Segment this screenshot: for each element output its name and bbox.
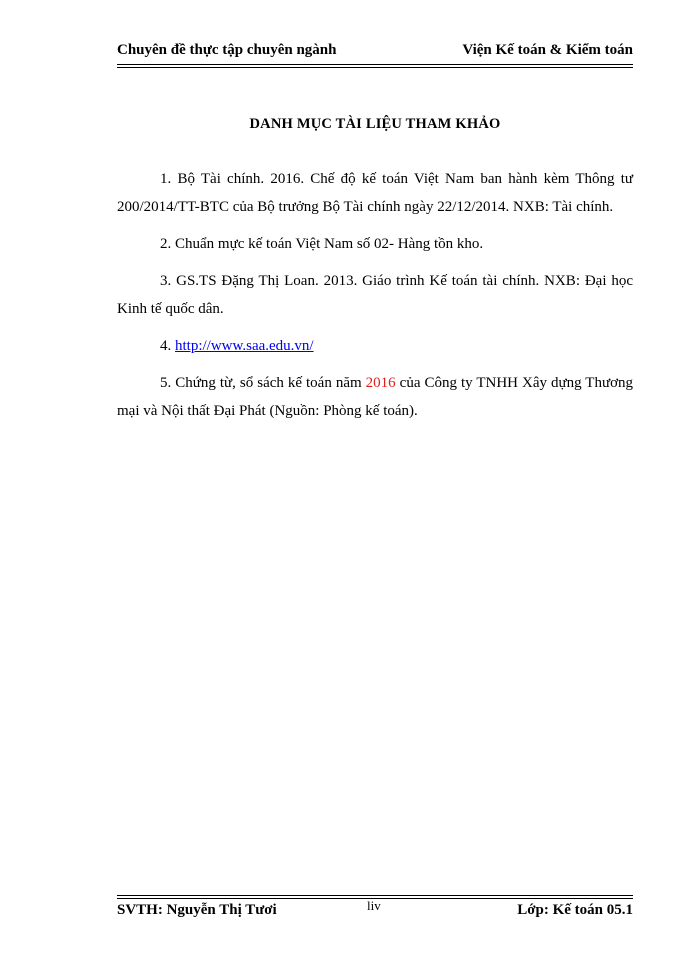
- header-rule-top: [117, 64, 633, 65]
- reference-link[interactable]: http://www.saa.edu.vn/: [175, 338, 314, 354]
- page-footer: [117, 900, 633, 922]
- reference-text: Chứng từ, sổ sách kế toán năm: [175, 375, 362, 391]
- reference-year-highlight: 2016: [365, 375, 396, 391]
- reference-text: Bộ Tài chính. 2016. Chế độ kế toán Việt Nam ban hành kèm Thông tư 200/2014/TT-BTC của Bộ trưởng Bộ Tài chính ngày 22/12/2014. NXB: Tài chính.: [117, 171, 633, 215]
- header-right: Viện Kế toán & Kiểm toán: [462, 42, 633, 58]
- reference-item-1: [117, 165, 633, 221]
- reference-item-4: [117, 332, 633, 360]
- footer-student: SVTH: Nguyễn Thị Tươi: [117, 902, 277, 918]
- reference-number: 5.: [160, 375, 172, 391]
- reference-number: 1.: [160, 171, 172, 187]
- header-rule-bottom: [117, 67, 633, 68]
- page-header: [117, 40, 633, 64]
- reference-text: GS.TS Đặng Thị Loan. 2013. Giáo trình Kế toán tài chính. NXB: Đại học Kinh tế quốc dân.: [117, 273, 634, 317]
- reference-text: của Công ty TNHH Xây dựng Thương mại và Nội thất Đại Phát (Nguồn: Phòng kế toán).: [117, 375, 634, 419]
- header-left: Chuyên đề thực tập chuyên ngành: [117, 42, 337, 58]
- page-title: DANH MỤC TÀI LIỆU THAM KHẢO: [249, 116, 501, 132]
- reference-number: 4.: [160, 338, 172, 354]
- reference-item-3: [117, 267, 633, 323]
- page-number: liv: [367, 898, 381, 913]
- reference-item-5: [117, 369, 633, 425]
- reference-list: [117, 165, 633, 434]
- reference-item-2: [117, 230, 633, 258]
- footer-class: Lớp: Kế toán 05.1: [517, 902, 633, 918]
- footer-rule-top: [117, 895, 633, 896]
- reference-text: Chuẩn mực kế toán Việt Nam số 02- Hàng tồn kho.: [175, 236, 484, 252]
- reference-number: 2.: [160, 236, 172, 252]
- reference-number: 3.: [160, 273, 172, 289]
